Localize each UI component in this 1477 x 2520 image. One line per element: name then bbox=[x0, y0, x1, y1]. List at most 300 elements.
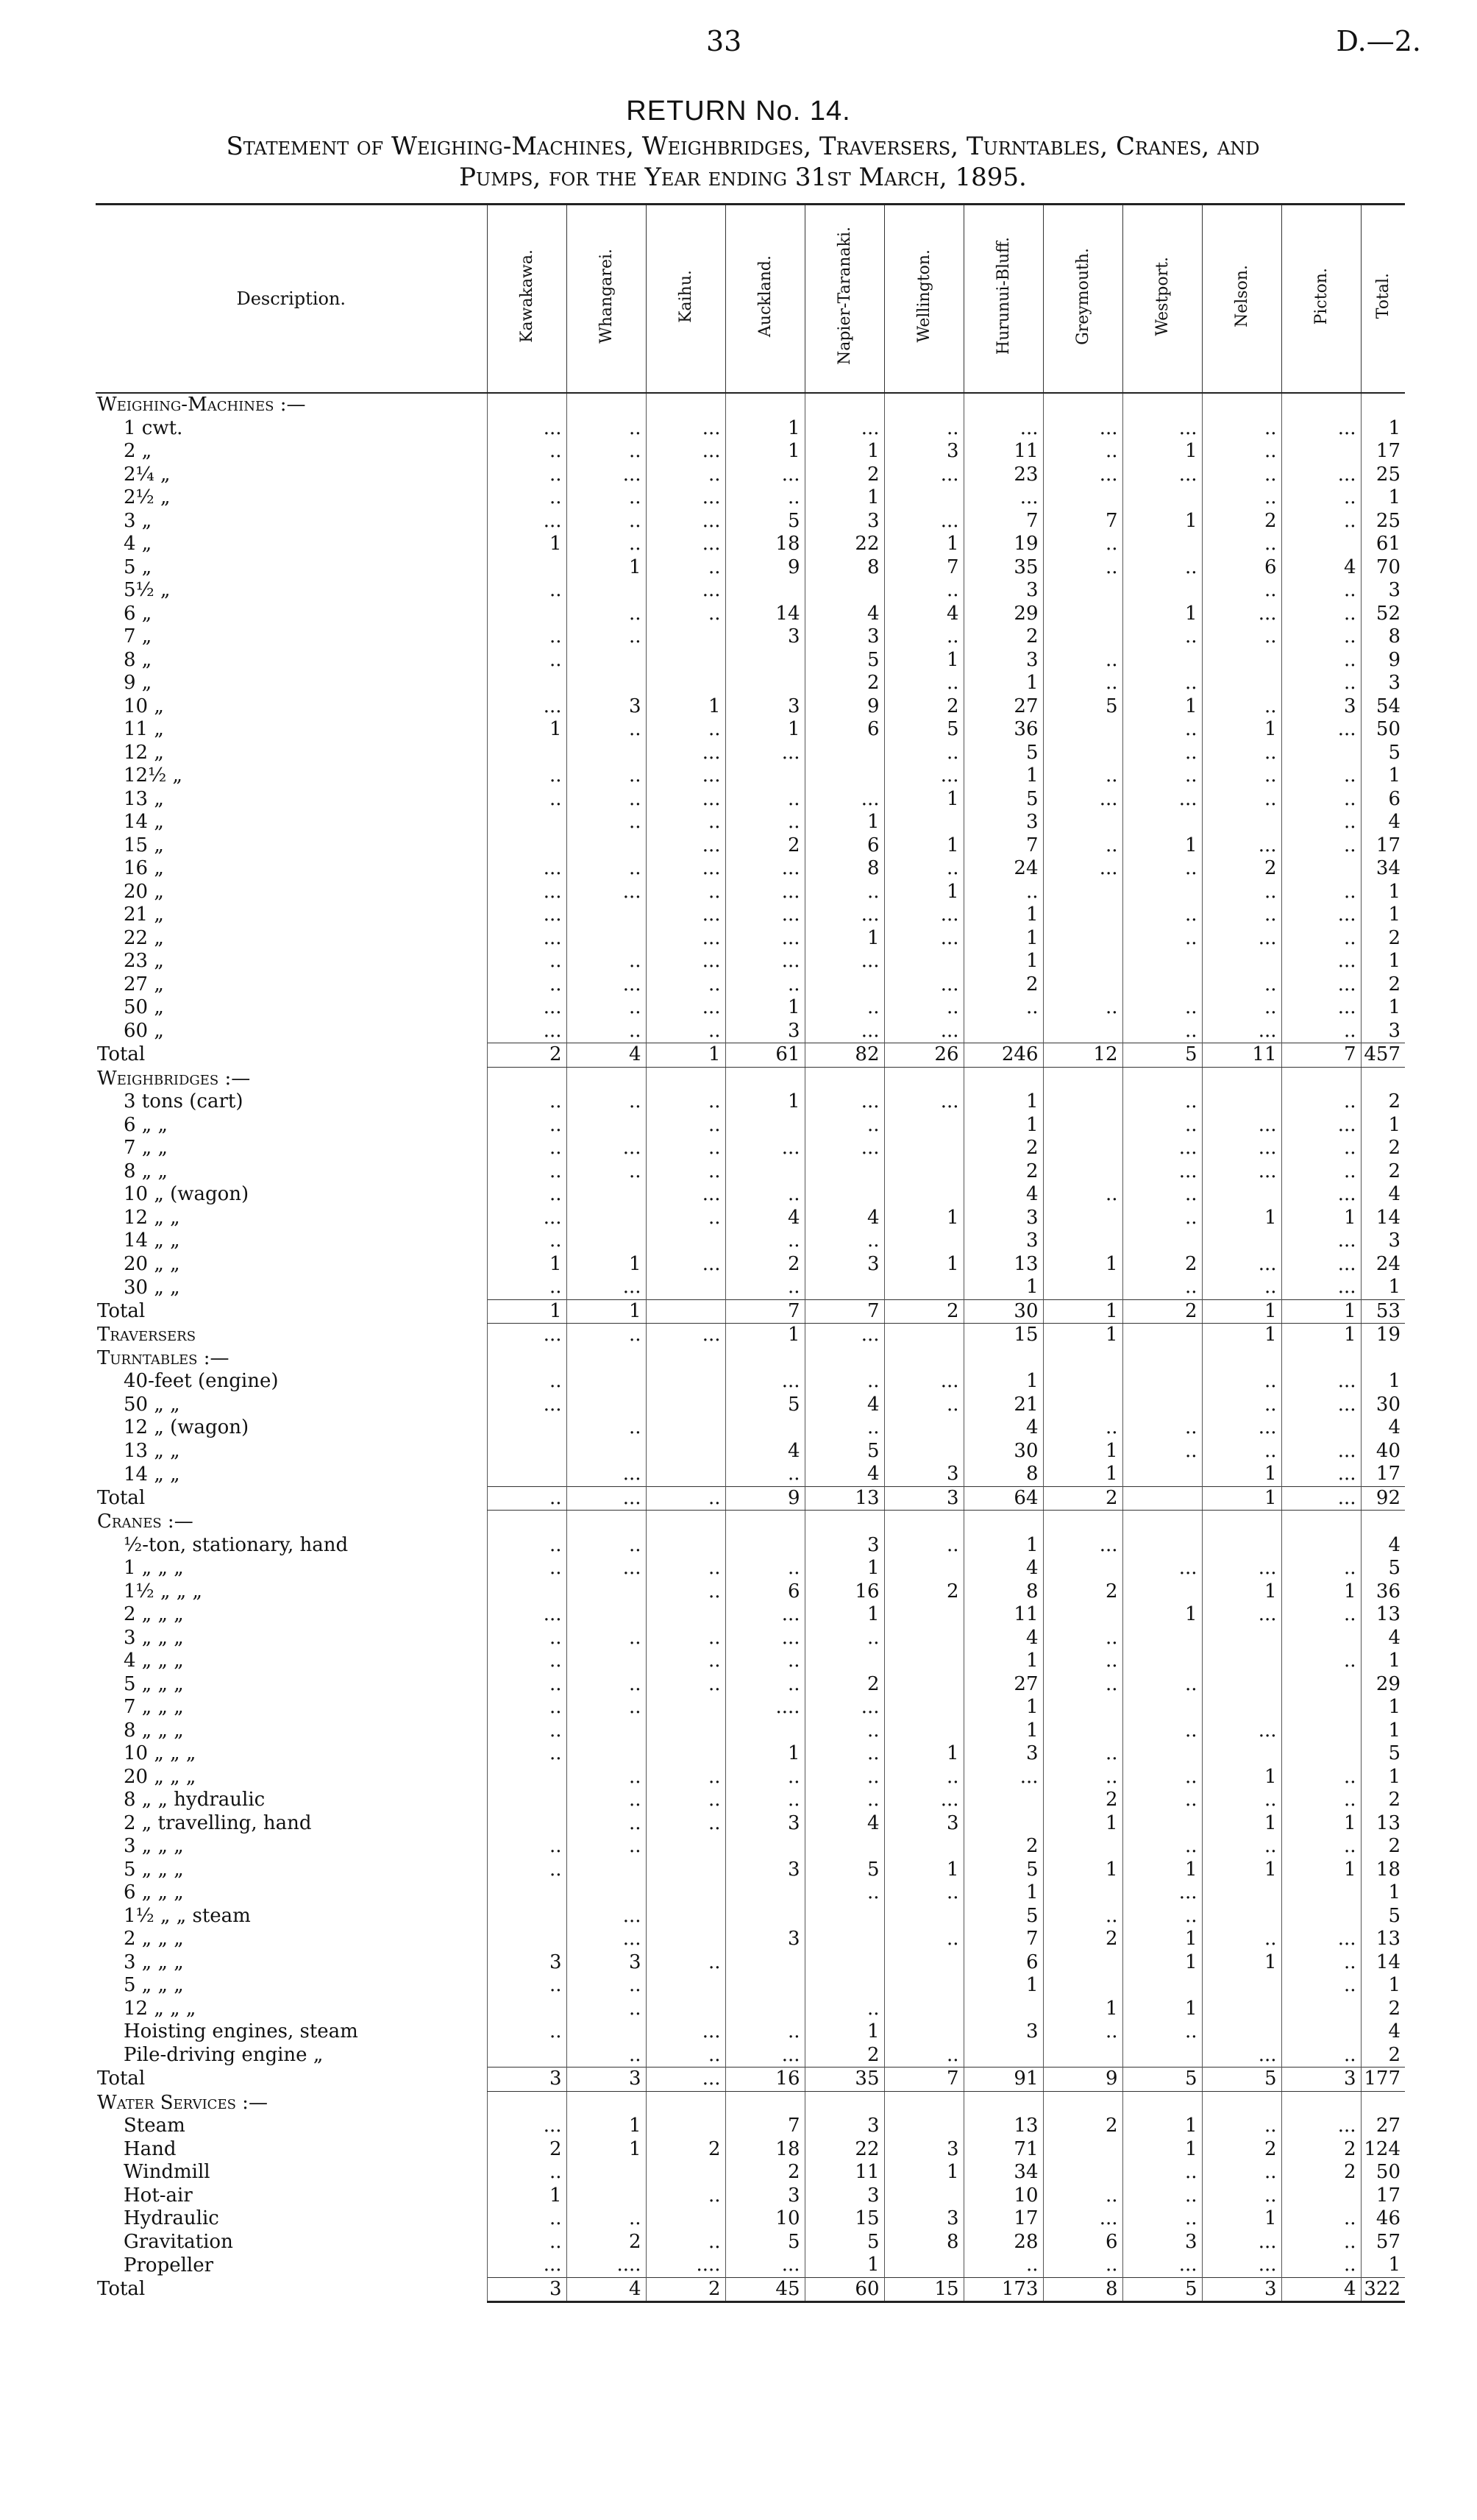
data-cell: 91 bbox=[964, 2068, 1043, 2092]
data-cell: .. bbox=[805, 1742, 884, 1766]
data-cell: ... bbox=[884, 1789, 964, 1812]
column-header-label: Nelson. bbox=[1232, 264, 1251, 327]
data-cell: .. bbox=[1281, 1020, 1361, 1043]
row-description bbox=[96, 1137, 487, 1160]
data-cell: ... bbox=[646, 486, 725, 510]
data-cell: 5 bbox=[805, 649, 884, 672]
table-row bbox=[96, 1603, 1405, 1627]
column-header bbox=[1043, 205, 1122, 394]
data-cell bbox=[1043, 2091, 1122, 2115]
total-cell: 27 bbox=[1361, 2115, 1405, 2138]
data-cell: 2 bbox=[805, 2044, 884, 2068]
data-cell: .. bbox=[725, 1673, 805, 1697]
data-cell: .. bbox=[725, 1229, 805, 1253]
data-cell bbox=[884, 1324, 964, 1347]
data-cell bbox=[646, 1928, 725, 1951]
data-cell: 10 bbox=[725, 2207, 805, 2231]
data-cell: 3 bbox=[805, 510, 884, 533]
data-cell bbox=[1122, 1370, 1202, 1394]
data-cell: ... bbox=[1281, 1928, 1361, 1951]
data-cell: ... bbox=[1043, 857, 1122, 881]
data-cell: ... bbox=[487, 904, 566, 927]
row-description-text: 40-feet (engine) bbox=[124, 1370, 279, 1393]
column-header bbox=[1361, 205, 1405, 394]
data-cell: ... bbox=[646, 996, 725, 1020]
total-cell: 3 bbox=[1361, 1229, 1405, 1253]
data-cell: .. bbox=[884, 1534, 964, 1558]
data-cell: .. bbox=[1043, 2020, 1122, 2044]
statement-line-1: Statement of Weighing-Machines, Weighbridges, Traversers, Turntables, Cranes, and bbox=[226, 132, 1260, 161]
total-cell: 13 bbox=[1361, 1812, 1405, 1836]
data-cell bbox=[646, 2091, 725, 2115]
row-description-text: 20 „ „ bbox=[124, 1252, 180, 1275]
data-cell bbox=[1122, 1812, 1202, 1836]
data-cell bbox=[1043, 2044, 1122, 2068]
data-cell: .. bbox=[1202, 2115, 1281, 2138]
data-cell: .. bbox=[487, 1229, 566, 1253]
data-cell: 1 bbox=[725, 718, 805, 742]
data-cell: 2 bbox=[964, 1160, 1043, 1184]
table-row bbox=[96, 718, 1405, 742]
data-cell bbox=[884, 1160, 964, 1184]
data-cell bbox=[884, 393, 964, 417]
row-description bbox=[96, 417, 487, 441]
data-cell: 4 bbox=[805, 1812, 884, 1836]
row-description-text: 2¼ „ bbox=[124, 463, 171, 486]
data-cell: .. bbox=[646, 1812, 725, 1836]
data-cell bbox=[646, 1835, 725, 1859]
column-header-label: Westport. bbox=[1153, 256, 1172, 336]
data-cell bbox=[1122, 2044, 1202, 2068]
total-cell: 34 bbox=[1361, 857, 1405, 881]
data-cell: .. bbox=[1122, 1673, 1202, 1697]
data-cell: 4 bbox=[964, 1627, 1043, 1650]
data-cell: .. bbox=[884, 1766, 964, 1789]
column-header-label: Whangarei. bbox=[597, 249, 616, 344]
table-row bbox=[96, 1370, 1405, 1394]
data-cell bbox=[1043, 2138, 1122, 2162]
data-cell: 16 bbox=[725, 2068, 805, 2092]
row-description bbox=[96, 464, 487, 487]
total-cell: 177 bbox=[1361, 2068, 1405, 2092]
data-cell: 2 bbox=[725, 834, 805, 858]
data-cell: ... bbox=[487, 1603, 566, 1627]
data-cell: ... bbox=[725, 857, 805, 881]
data-cell bbox=[1043, 950, 1122, 973]
table-row bbox=[96, 1534, 1405, 1558]
data-cell bbox=[1043, 603, 1122, 626]
data-cell: .. bbox=[1043, 1905, 1122, 1928]
data-cell: 1 bbox=[566, 2138, 646, 2162]
row-description-text: 10 „ bbox=[124, 695, 164, 717]
data-cell: 1 bbox=[487, 718, 566, 742]
data-cell: .. bbox=[566, 788, 646, 812]
data-cell: 2 bbox=[487, 1043, 566, 1068]
data-cell: ... bbox=[646, 579, 725, 603]
section-row bbox=[96, 1347, 1405, 1371]
data-cell: 7 bbox=[725, 1299, 805, 1324]
data-cell bbox=[1202, 1881, 1281, 1905]
data-cell bbox=[805, 1511, 884, 1534]
data-cell: ... bbox=[884, 764, 964, 788]
data-cell bbox=[1043, 927, 1122, 951]
data-cell: ... bbox=[725, 2254, 805, 2277]
data-cell: .. bbox=[487, 2161, 566, 2184]
data-cell: .. bbox=[566, 1673, 646, 1697]
data-cell bbox=[487, 1998, 566, 2021]
table-row bbox=[96, 2020, 1405, 2044]
data-cell: ... bbox=[1281, 973, 1361, 997]
total-cell: 457 bbox=[1361, 1043, 1405, 1068]
data-cell: ... bbox=[566, 1276, 646, 1299]
row-description bbox=[96, 625, 487, 649]
row-description bbox=[96, 2254, 487, 2277]
data-cell: 18 bbox=[725, 2138, 805, 2162]
data-cell: .... bbox=[566, 2254, 646, 2277]
data-cell: 1 bbox=[805, 927, 884, 951]
data-cell: 1 bbox=[725, 1090, 805, 1114]
data-cell: .. bbox=[805, 1229, 884, 1253]
data-cell bbox=[725, 2091, 805, 2115]
data-cell: ... bbox=[725, 1603, 805, 1627]
data-cell: .. bbox=[884, 672, 964, 695]
data-cell: 6 bbox=[805, 718, 884, 742]
data-cell: ... bbox=[1281, 950, 1361, 973]
header-row bbox=[96, 205, 1405, 394]
data-cell: 1 bbox=[1122, 1928, 1202, 1951]
row-description bbox=[96, 2138, 487, 2162]
data-cell: 2 bbox=[964, 625, 1043, 649]
data-cell bbox=[805, 764, 884, 788]
total-cell: 25 bbox=[1361, 464, 1405, 487]
data-cell: 4 bbox=[805, 1207, 884, 1230]
data-cell bbox=[1122, 1742, 1202, 1766]
data-cell bbox=[646, 1416, 725, 1440]
data-cell: .. bbox=[1202, 579, 1281, 603]
table-row bbox=[96, 1440, 1405, 1463]
data-cell: 7 bbox=[725, 2115, 805, 2138]
data-cell bbox=[1281, 440, 1361, 464]
data-cell: .. bbox=[646, 1207, 725, 1230]
data-cell: 61 bbox=[725, 1043, 805, 1068]
data-cell: 11 bbox=[805, 2161, 884, 2184]
table-row bbox=[96, 2207, 1405, 2231]
column-header-label: Kaihu. bbox=[676, 269, 695, 323]
data-cell bbox=[566, 1394, 646, 1417]
data-cell: 1 bbox=[1281, 1859, 1361, 1882]
data-cell: 7 bbox=[805, 1299, 884, 1324]
table-row bbox=[96, 1696, 1405, 1719]
data-cell bbox=[1043, 1557, 1122, 1580]
data-cell: .. bbox=[566, 486, 646, 510]
total-cell bbox=[1361, 1511, 1405, 1534]
total-row bbox=[96, 1043, 1405, 1068]
data-cell: ... bbox=[1202, 603, 1281, 626]
table-row bbox=[96, 649, 1405, 672]
data-cell: .. bbox=[646, 1766, 725, 1789]
data-cell: ... bbox=[646, 2020, 725, 2044]
data-cell: 30 bbox=[964, 1299, 1043, 1324]
data-cell: .. bbox=[1043, 1673, 1122, 1697]
data-cell: .. bbox=[1202, 417, 1281, 441]
row-description bbox=[96, 1394, 487, 1417]
data-cell: .. bbox=[1281, 2207, 1361, 2231]
row-description bbox=[96, 1766, 487, 1789]
row-description bbox=[96, 2207, 487, 2231]
data-cell bbox=[1043, 1090, 1122, 1114]
data-cell: 1 bbox=[566, 2115, 646, 2138]
data-cell: .. bbox=[805, 1998, 884, 2021]
data-cell: ... bbox=[1122, 1881, 1202, 1905]
row-description-text: 14 „ „ bbox=[124, 1229, 180, 1252]
data-cell bbox=[1043, 718, 1122, 742]
data-cell: ... bbox=[1122, 2254, 1202, 2277]
data-cell: 1 bbox=[964, 672, 1043, 695]
data-cell: .. bbox=[1122, 2184, 1202, 2208]
table-row bbox=[96, 2231, 1405, 2254]
data-cell: 3 bbox=[805, 1253, 884, 1277]
data-cell: .. bbox=[1122, 927, 1202, 951]
data-cell bbox=[884, 2115, 964, 2138]
data-cell bbox=[1122, 649, 1202, 672]
column-header-label: Wellington. bbox=[914, 249, 933, 343]
data-cell bbox=[884, 1696, 964, 1719]
row-description bbox=[96, 857, 487, 881]
data-cell: ... bbox=[1202, 1137, 1281, 1160]
data-cell bbox=[1202, 1511, 1281, 1534]
data-cell: .. bbox=[566, 1160, 646, 1184]
data-cell: 71 bbox=[964, 2138, 1043, 2162]
data-cell: .. bbox=[1281, 1137, 1361, 1160]
data-cell: ... bbox=[805, 417, 884, 441]
data-cell bbox=[1202, 672, 1281, 695]
data-cell: ... bbox=[1281, 417, 1361, 441]
data-cell bbox=[805, 1067, 884, 1090]
data-cell bbox=[1202, 1090, 1281, 1114]
data-cell: 1 bbox=[1202, 1486, 1281, 1511]
data-cell bbox=[1122, 950, 1202, 973]
data-cell: ... bbox=[1043, 1534, 1122, 1558]
row-description-text: 2½ „ bbox=[124, 486, 171, 509]
table-row bbox=[96, 950, 1405, 973]
table-row bbox=[96, 1650, 1405, 1673]
data-cell bbox=[487, 672, 566, 695]
column-header bbox=[1202, 205, 1281, 394]
data-cell: 3 bbox=[566, 1951, 646, 1975]
data-cell: .. bbox=[646, 1580, 725, 1604]
data-cell: ... bbox=[646, 788, 725, 812]
row-description-text: 12 „ (wagon) bbox=[124, 1416, 249, 1439]
data-cell: .. bbox=[1281, 1557, 1361, 1580]
data-cell: .. bbox=[487, 486, 566, 510]
row-description bbox=[96, 2044, 487, 2068]
data-cell: .. bbox=[964, 2254, 1043, 2277]
data-cell: 3 bbox=[566, 695, 646, 719]
data-cell: 1 bbox=[884, 1207, 964, 1230]
table-row bbox=[96, 834, 1405, 858]
table-row bbox=[96, 1859, 1405, 1882]
total-cell: 1 bbox=[1361, 1114, 1405, 1137]
data-cell: .. bbox=[487, 1673, 566, 1697]
row-description-text: 12 „ bbox=[124, 741, 164, 764]
data-cell: .. bbox=[566, 510, 646, 533]
data-cell: 1 bbox=[487, 2184, 566, 2208]
data-cell: .. bbox=[884, 2044, 964, 2068]
data-cell: 3 bbox=[964, 579, 1043, 603]
total-cell: 52 bbox=[1361, 603, 1405, 626]
row-description bbox=[96, 2231, 487, 2254]
total-cell: 2 bbox=[1361, 927, 1405, 951]
data-cell: ... bbox=[725, 2044, 805, 2068]
data-cell bbox=[964, 1067, 1043, 1090]
data-cell: 1 bbox=[1122, 695, 1202, 719]
table-row bbox=[96, 1416, 1405, 1440]
data-cell bbox=[566, 649, 646, 672]
total-cell: 14 bbox=[1361, 1951, 1405, 1975]
row-description-text: 2 „ „ „ bbox=[124, 1928, 184, 1951]
data-cell: .. bbox=[566, 857, 646, 881]
data-cell: ... bbox=[1043, 2207, 1122, 2231]
data-cell: 1 bbox=[964, 1114, 1043, 1137]
data-cell: 4 bbox=[805, 1394, 884, 1417]
data-cell bbox=[1281, 2020, 1361, 2044]
row-description bbox=[96, 1253, 487, 1277]
table-row bbox=[96, 1580, 1405, 1604]
data-cell: .. bbox=[1122, 1114, 1202, 1137]
data-cell: 4 bbox=[725, 1440, 805, 1463]
data-cell bbox=[646, 1719, 725, 1743]
data-cell: 27 bbox=[964, 695, 1043, 719]
row-description-text: 5 „ bbox=[124, 556, 152, 578]
data-cell: ... bbox=[1122, 1160, 1202, 1184]
data-cell: .. bbox=[805, 1627, 884, 1650]
data-cell bbox=[566, 1229, 646, 1253]
row-description bbox=[96, 440, 487, 464]
column-header-label: Napier-Taranaki. bbox=[835, 227, 854, 366]
data-cell: .. bbox=[725, 811, 805, 834]
data-cell: .. bbox=[805, 1114, 884, 1137]
data-cell: 5 bbox=[725, 1394, 805, 1417]
row-description bbox=[96, 1905, 487, 1928]
column-header-label: Greymouth. bbox=[1073, 247, 1092, 345]
data-cell: .. bbox=[487, 1650, 566, 1673]
data-cell: .. bbox=[646, 464, 725, 487]
data-cell bbox=[725, 1067, 805, 1090]
data-cell bbox=[566, 1719, 646, 1743]
data-cell bbox=[1122, 1324, 1202, 1347]
data-cell: .. bbox=[566, 1974, 646, 1998]
data-cell: .. bbox=[1202, 1928, 1281, 1951]
data-cell: .. bbox=[884, 1928, 964, 1951]
data-cell bbox=[566, 2020, 646, 2044]
row-description-text: 60 „ bbox=[124, 1020, 164, 1042]
data-cell bbox=[1043, 1160, 1122, 1184]
data-cell: 1 bbox=[566, 1253, 646, 1277]
data-cell: 1 bbox=[725, 417, 805, 441]
data-cell: 2 bbox=[1043, 1580, 1122, 1604]
data-cell: 2 bbox=[964, 973, 1043, 997]
data-cell: ... bbox=[1281, 1253, 1361, 1277]
table-row bbox=[96, 1835, 1405, 1859]
row-description-text: 5½ „ bbox=[124, 579, 171, 602]
data-cell bbox=[1122, 1347, 1202, 1371]
row-description bbox=[96, 1463, 487, 1486]
data-cell bbox=[566, 1511, 646, 1534]
row-description bbox=[96, 1835, 487, 1859]
data-cell: ... bbox=[1202, 1719, 1281, 1743]
total-row bbox=[96, 1299, 1405, 1324]
row-description-text: 14 „ bbox=[124, 811, 164, 834]
data-cell bbox=[487, 1347, 566, 1371]
row-description-text: 7 „ bbox=[124, 625, 152, 648]
row-description bbox=[96, 1881, 487, 1905]
data-cell: .. bbox=[487, 1137, 566, 1160]
row-description bbox=[96, 788, 487, 812]
total-cell: 1 bbox=[1361, 904, 1405, 927]
row-description-text: Hoisting engines, steam bbox=[124, 2020, 358, 2043]
data-cell bbox=[1122, 811, 1202, 834]
data-cell bbox=[646, 393, 725, 417]
data-cell: .. bbox=[805, 996, 884, 1020]
data-cell: ... bbox=[1122, 788, 1202, 812]
data-cell: 1 bbox=[1281, 1324, 1361, 1347]
data-cell: 4 bbox=[725, 1207, 805, 1230]
row-description bbox=[96, 2161, 487, 2184]
data-cell bbox=[646, 1905, 725, 1928]
data-cell: .. bbox=[487, 649, 566, 672]
data-cell bbox=[566, 904, 646, 927]
data-cell: .. bbox=[487, 464, 566, 487]
data-cell: .. bbox=[646, 1160, 725, 1184]
row-description bbox=[96, 1928, 487, 1951]
data-cell bbox=[964, 1347, 1043, 1371]
row-description-text: 6 „ „ bbox=[124, 1113, 168, 1136]
data-cell bbox=[1122, 1511, 1202, 1534]
data-cell: 5 bbox=[725, 510, 805, 533]
data-cell bbox=[646, 2115, 725, 2138]
row-description-text: 8 „ „ „ bbox=[124, 1719, 184, 1742]
data-cell: ... bbox=[1281, 1440, 1361, 1463]
data-cell bbox=[1122, 486, 1202, 510]
data-cell bbox=[646, 1347, 725, 1371]
data-cell: 29 bbox=[964, 603, 1043, 626]
data-cell: ... bbox=[1043, 417, 1122, 441]
row-description bbox=[96, 950, 487, 973]
total-cell: 3 bbox=[1361, 1020, 1405, 1043]
data-cell: .. bbox=[1281, 1835, 1361, 1859]
data-cell: .. bbox=[725, 1183, 805, 1207]
data-cell: 1 bbox=[805, 1603, 884, 1627]
row-description-text: 10 „ „ „ bbox=[124, 1742, 196, 1765]
data-cell: .. bbox=[1122, 2020, 1202, 2044]
return-title: RETURN No. 14. bbox=[626, 96, 851, 127]
data-cell bbox=[725, 393, 805, 417]
data-cell: 1 bbox=[964, 1090, 1043, 1114]
data-cell: 7 bbox=[1043, 510, 1122, 533]
row-description-text: 3 tons (cart) bbox=[124, 1090, 243, 1113]
row-description-text: 4 „ bbox=[124, 533, 152, 556]
data-cell bbox=[566, 1067, 646, 1090]
data-cell bbox=[964, 1020, 1043, 1043]
data-cell bbox=[1043, 881, 1122, 904]
data-cell bbox=[566, 672, 646, 695]
row-description bbox=[96, 1696, 487, 1719]
data-cell: .. bbox=[487, 1974, 566, 1998]
data-cell: 5 bbox=[964, 1905, 1043, 1928]
data-cell: 2 bbox=[1122, 1253, 1202, 1277]
data-cell: .. bbox=[487, 440, 566, 464]
data-cell bbox=[725, 1835, 805, 1859]
